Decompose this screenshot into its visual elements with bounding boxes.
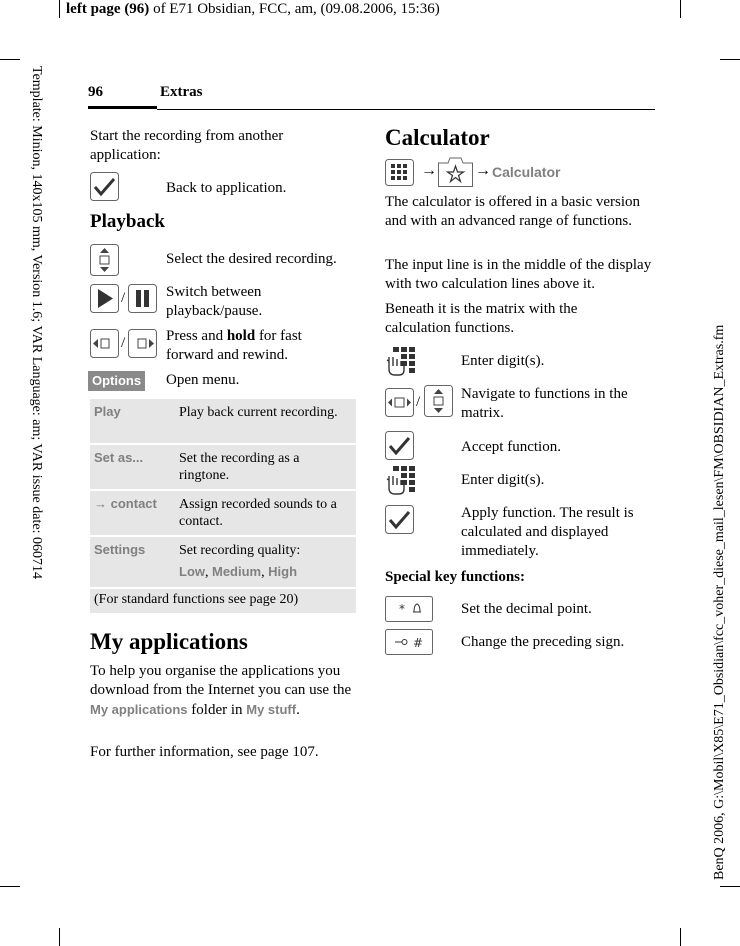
star-key-icon [385,596,433,627]
navigate-text: Navigate to functions in the matrix. [461,386,628,421]
crop-mark [680,928,681,946]
decimal-text: Set the decimal point. [461,601,592,617]
calc-para-2: The input line is in the middle of the display with two calculation lines above it. [385,257,652,292]
options-softkey: Options [88,371,145,391]
nav-right-icon [128,329,157,363]
comma: , [261,565,269,580]
pause-icon [128,284,157,318]
intro-text: Start the recording from another application: [90,128,284,163]
press-rest-text: for fast forward and rewind. [166,328,302,363]
header-rule-thick [88,106,157,109]
contact-label: contact [110,496,157,511]
quality-medium: Medium [212,564,262,579]
slash: / [121,290,126,306]
play-icon [90,284,119,318]
table-row-play [90,399,356,443]
accept-text: Accept function. [461,439,561,455]
path-arrow: → [475,162,491,179]
keypad-icon [385,345,417,382]
settings-desc: Set recording quality: [179,543,301,558]
check-key-icon [385,431,414,465]
further-info-text: For further information, see page 107. [90,744,319,760]
crop-mark [59,0,60,18]
page-number: 96 [88,84,103,100]
menu-desc: Set the recording as a ringtone. [179,451,300,483]
menu-item-setas: Set as... [94,450,144,465]
slash: / [121,335,126,351]
myapps-paragraph [90,662,352,720]
apply-text: Apply function. The result is calculated and displayed immediately. [461,505,634,559]
calculator-heading: Calculator [385,125,490,150]
hash-key-icon [385,629,433,660]
myapps-folder-label: My applications [90,702,188,717]
menu-item-play: Play [94,404,121,419]
quality-low: Low [179,564,205,579]
menu-grid-icon [385,159,414,191]
hold-text: hold [226,328,256,344]
print-header-bold: left page (96) [66,1,150,17]
check-key-icon [385,505,414,539]
playback-heading: Playback [90,211,165,232]
crop-mark [720,886,740,887]
table-row-settings [90,537,356,587]
table-row-setas [90,445,356,489]
crop-mark [720,59,740,60]
quality-options [179,563,354,581]
myapps-text: . [296,702,300,718]
crop-mark [680,0,681,18]
myapps-text: To help you organise the applications you download from the Internet you can use the [90,663,352,698]
nav-leftright-icon [385,388,414,422]
back-text: Back to application. [166,180,287,196]
crop-mark [0,886,20,887]
print-header-rest: of E71 Obsidian, FCC, am, (09.08.2006, 15:36) [149,1,440,17]
table-footer-text: (For standard functions see page 20) [94,592,299,607]
comma: , [205,565,212,580]
check-key-icon [90,172,119,206]
keypad-icon [385,464,417,501]
enter-digits-text: Enter digit(s). [461,472,545,488]
menu-item-contact [94,496,157,511]
left-margin-text: Template: Minion, 140x105 mm, Version 1.6; VAR Language: am; VAR issue date: 060714 [29,66,44,579]
arrow: → [94,496,107,511]
calc-para-3: Beneath it is the matrix with the calculation functions. [385,301,578,336]
section-title: Extras [160,84,203,100]
select-text: Select the desired recording. [166,251,337,267]
svg-text:*: * [399,602,405,616]
table-row-contact [90,491,356,535]
crop-mark [59,928,60,946]
open-menu-text: Open menu. [166,372,240,388]
myapps-text: folder in [187,702,247,718]
myapps-heading: My applications [90,629,248,654]
menu-desc [179,542,354,581]
table-footer [90,589,356,613]
change-sign-text: Change the preceding sign. [461,634,625,650]
print-header [66,1,440,18]
svg-text:#: # [413,636,424,650]
right-margin-text: BenQ 2006, G:\Mobil\X85\E71_Obsidian\fcc_voher_diese_mail_lesen\FM\OBSIDIAN_Extras.fm [712,324,727,880]
path-arrow: → [421,162,437,179]
press-text: Press and [166,328,227,344]
menu-desc: Play back current recording. [179,405,338,420]
extras-star-icon [438,157,473,192]
special-keys-heading: Special key functions: [385,569,526,585]
menu-desc: Assign recorded sounds to a contact. [179,497,337,529]
menu-item-settings: Settings [94,542,146,557]
switch-text: Switch between playback/pause. [166,284,263,319]
path-calculator-label: Calculator [492,164,561,180]
quality-high: High [268,564,298,579]
calc-para-1: The calculator is offered in a basic version and with an advanced range of functions. [385,194,641,229]
slash: / [416,394,421,410]
press-hold-text [166,327,346,365]
crop-mark [0,59,20,60]
nav-updown-icon [424,385,453,422]
nav-left-icon [90,329,119,363]
header-rule [157,109,655,110]
nav-updown-icon [90,244,119,281]
enter-digits-text: Enter digit(s). [461,353,545,369]
mystuff-label: My stuff [246,702,297,717]
